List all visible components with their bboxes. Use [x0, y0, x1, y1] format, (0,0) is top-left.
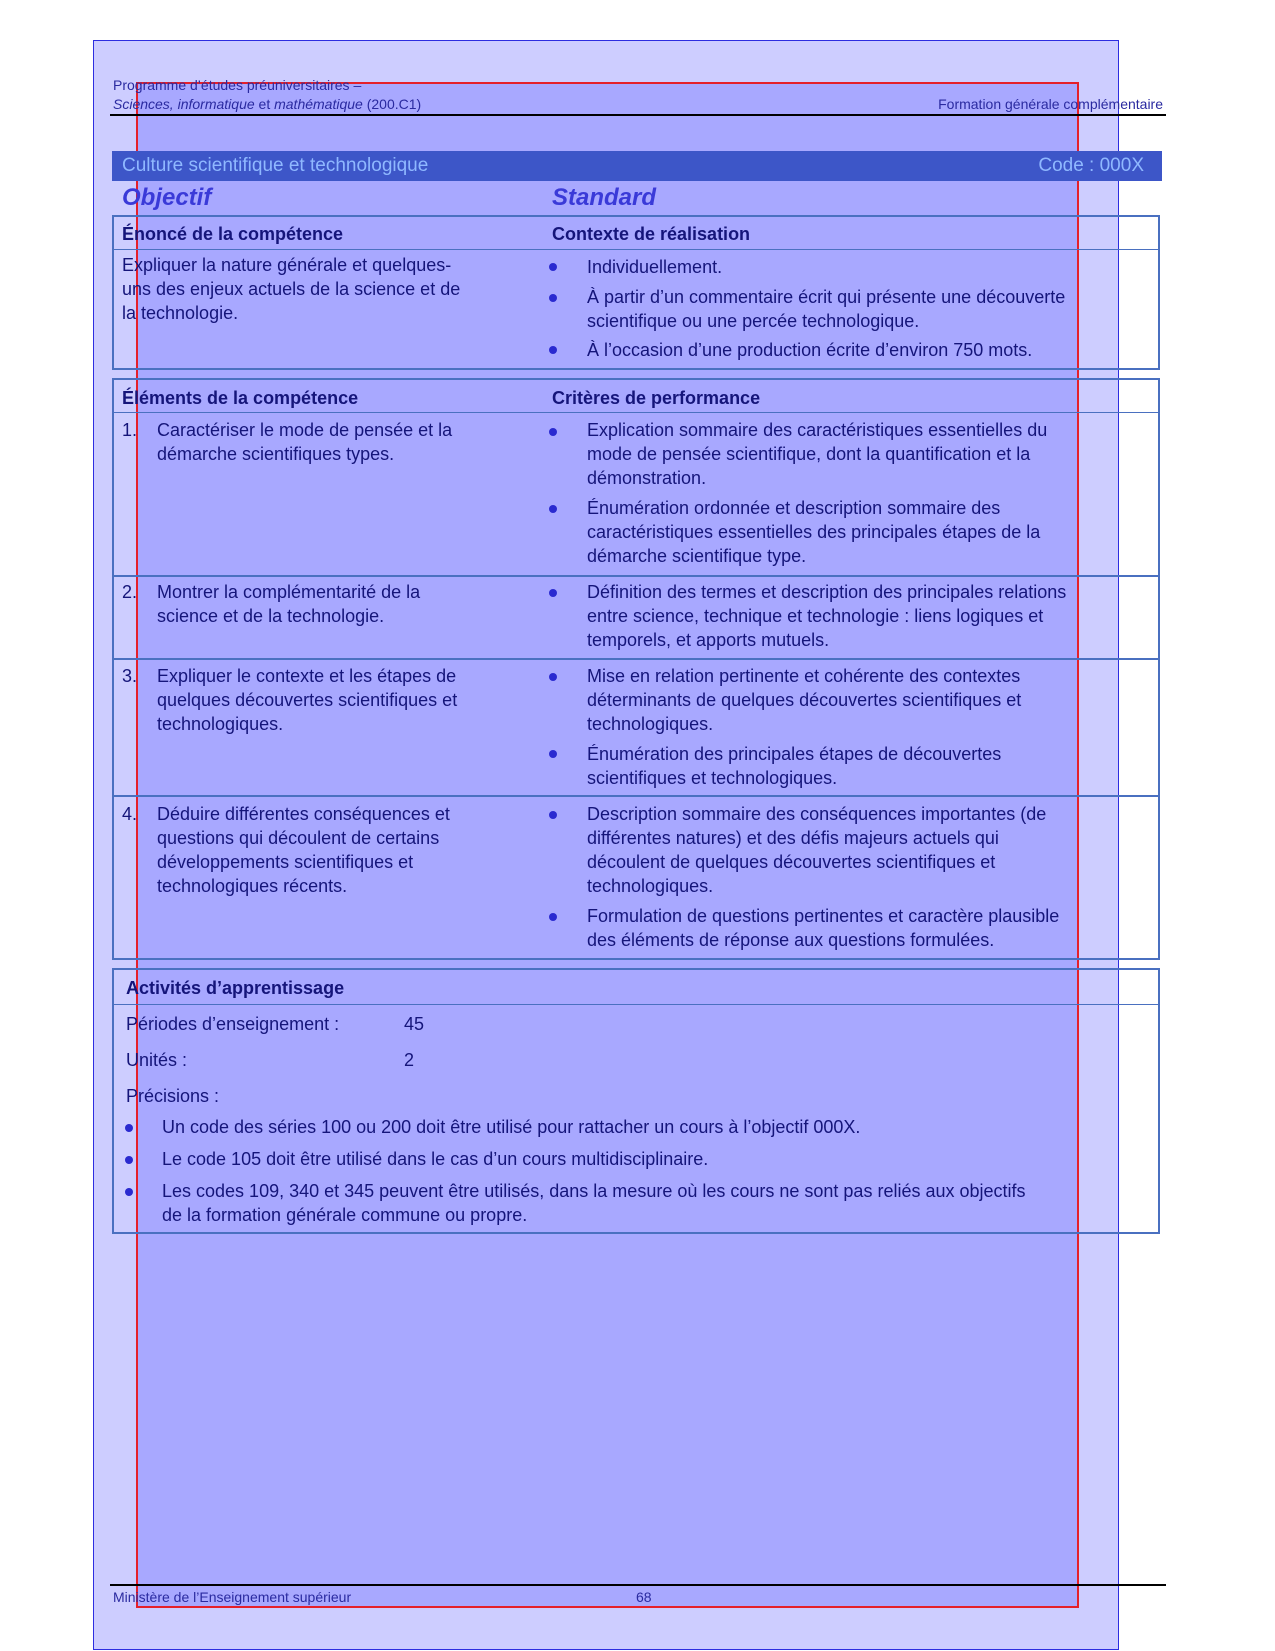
criterion-line: Formulation de questions pertinentes et caractère plausible — [587, 906, 1060, 926]
criterion-line: Énumération ordonnée et description sommaire des — [587, 498, 1001, 518]
criterion-line: démarche scientifique type. — [587, 546, 807, 566]
criterion-line: caractéristiques essentielles des principales étapes de la — [587, 522, 1041, 542]
header-field — [113, 96, 1163, 112]
precision-line: Un code des séries 100 ou 200 doit être utilisé pour rattacher un cours à l’objectif 000X. — [162, 1117, 861, 1137]
units-value: 2 — [404, 1050, 415, 1070]
header-field-code: (200.C1) — [366, 96, 422, 112]
bullet — [549, 428, 557, 436]
standard-heading: Standard — [552, 184, 657, 211]
criterion-line: technologiques. — [587, 876, 714, 896]
element-line: science et de la technologie. — [157, 606, 385, 626]
activities-header: Activités d’apprentissage — [126, 978, 345, 998]
element-line: Déduire différentes conséquences et — [157, 804, 450, 824]
criterion-line: technologiques. — [587, 714, 714, 734]
element-line: développements scientifiques et — [157, 852, 414, 872]
context-line: À partir d’un commentaire écrit qui présente une découverte — [587, 287, 1066, 307]
header-field-and: et — [258, 96, 271, 112]
element-number: 2. — [122, 582, 138, 602]
element-number: 1. — [122, 420, 138, 440]
element-line: démarche scientifiques types. — [157, 444, 395, 464]
competence-statement-line: uns des enjeux actuels de la science et de — [122, 279, 461, 299]
competence-left-header: Énoncé de la compétence — [122, 224, 344, 244]
criterion-line: démonstration. — [587, 468, 707, 488]
bullet — [549, 750, 557, 758]
precisions-label: Précisions : — [126, 1086, 220, 1106]
bullet — [549, 913, 557, 921]
criterion-line: Définition des termes et description des principales relations — [587, 582, 1067, 602]
context-line: À l’occasion d’une production écrite d’environ 750 mots. — [587, 340, 1033, 360]
header-field-2: informatique — [177, 96, 255, 112]
criterion-line: scientifiques et technologiques. — [587, 768, 838, 788]
banner-code: Code : 000X — [1038, 155, 1144, 176]
element-line: technologiques récents. — [157, 876, 348, 896]
element-number: 3. — [122, 666, 138, 686]
criterion-line: découlent de quelques découvertes scientifiques et — [587, 852, 996, 872]
banner-title: Culture scientifique et technologique — [122, 155, 429, 176]
criterion-line: mode de pensée scientifique, dont la quantification et la — [587, 444, 1031, 464]
element-line: Caractériser le mode de pensée et la — [157, 420, 453, 440]
element-number: 4. — [122, 804, 138, 824]
elements-right-header: Critères de performance — [552, 388, 761, 408]
criterion-line: entre science, technique et technologie : liens logiques et — [587, 606, 1044, 626]
periods-label: Périodes d’enseignement : — [126, 1014, 340, 1034]
footer-ministry: Ministère de l’Enseignement supérieur — [113, 1589, 352, 1605]
header-field-3: mathématique — [274, 96, 363, 112]
objective-heading: Objectif — [122, 184, 212, 211]
precision-line: Le code 105 doit être utilisé dans le cas d’un cours multidisciplinaire. — [162, 1149, 709, 1169]
criterion-line: déterminants de quelques découvertes scientifiques et — [587, 690, 1022, 710]
bullet — [549, 294, 557, 302]
criterion-line: temporels, et apports mutuels. — [587, 630, 830, 650]
bullet — [549, 673, 557, 681]
footer-rule — [110, 1584, 1166, 1586]
bullet — [549, 263, 557, 271]
context-line: scientifique ou une percée technologique. — [587, 311, 920, 331]
element-line: technologiques. — [157, 714, 284, 734]
header-program — [113, 77, 1163, 93]
precision-line: de la formation générale commune ou propre. — [162, 1205, 528, 1225]
criterion-line: Explication sommaire des caractéristiques essentielles du — [587, 420, 1048, 440]
header-program-text: Programme d’études préuniversitaires – — [113, 77, 362, 93]
criterion-line: Énumération des principales étapes de découvertes — [587, 744, 1002, 764]
bullet — [549, 505, 557, 513]
row-separator — [114, 795, 1158, 797]
elements-left-header: Éléments de la compétence — [122, 388, 359, 408]
criterion-line: Mise en relation pertinente et cohérente des contextes — [587, 666, 1021, 686]
units-label: Unités : — [126, 1050, 188, 1070]
criterion-line: des éléments de réponse aux questions formulées. — [587, 930, 995, 950]
element-line: Montrer la complémentarité de la — [157, 582, 421, 602]
row-separator — [114, 575, 1158, 577]
header-field-1: Sciences, — [113, 96, 174, 112]
competence-right-header: Contexte de réalisation — [552, 224, 751, 244]
criterion-line: différentes natures) et des défis majeurs actuels qui — [587, 828, 999, 848]
precision-line: Les codes 109, 340 et 345 peuvent être utilisés, dans la mesure où les cours ne sont pas reliés aux objectifs — [162, 1181, 1026, 1201]
bullet — [549, 589, 557, 597]
competence-statement-line: la technologie. — [122, 303, 239, 323]
header-rule — [110, 114, 1166, 116]
element-line: questions qui découlent de certains — [157, 828, 440, 848]
bullet — [125, 1188, 133, 1196]
bullet — [549, 811, 557, 819]
bullet — [125, 1156, 133, 1164]
bullet — [125, 1124, 133, 1132]
course-banner — [112, 151, 1162, 181]
element-line: Expliquer le contexte et les étapes de — [157, 666, 457, 686]
page-number: 68 — [636, 1589, 652, 1605]
competence-statement-line: Expliquer la nature générale et quelques- — [122, 255, 452, 275]
criterion-line: Description sommaire des conséquences importantes (de — [587, 804, 1047, 824]
element-line: quelques découvertes scientifiques et — [157, 690, 458, 710]
header-right: Formation générale complémentaire — [938, 96, 1163, 112]
row-separator — [114, 658, 1158, 660]
periods-value: 45 — [404, 1014, 425, 1034]
context-line: Individuellement. — [587, 257, 723, 277]
bullet — [549, 346, 557, 354]
